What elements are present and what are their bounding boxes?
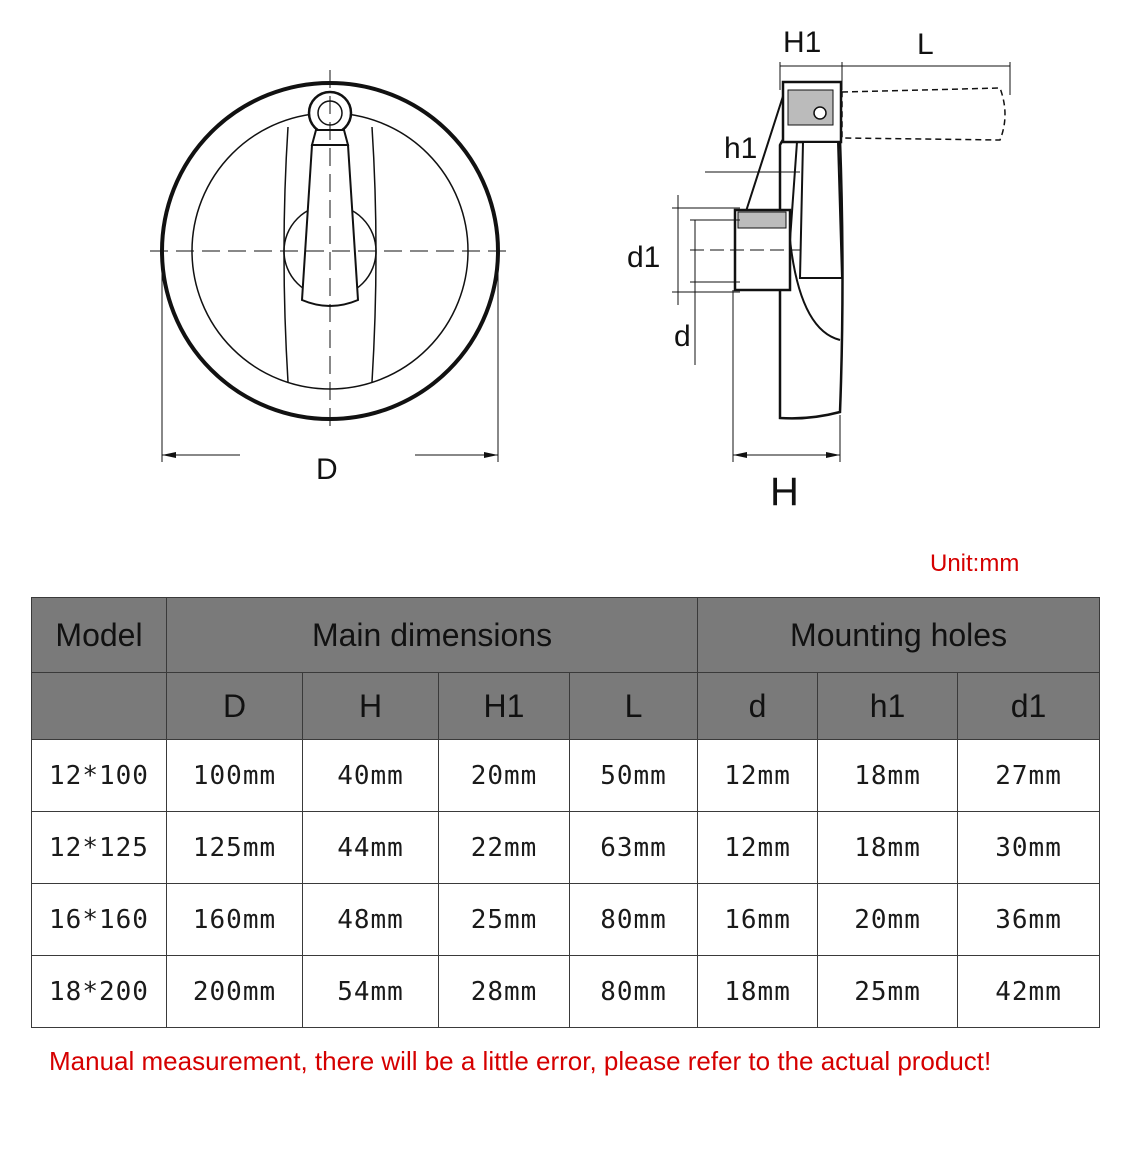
cell-d1: 30mm <box>958 812 1100 884</box>
header-D: D <box>167 673 303 740</box>
cell-d: 12mm <box>698 740 818 812</box>
table-row <box>32 956 1100 1028</box>
cell-D: 125mm <box>167 812 303 884</box>
front-view-handwheel <box>150 70 512 462</box>
cell-h1: 18mm <box>818 812 958 884</box>
cell-h1: 18mm <box>818 740 958 812</box>
header-main-dimensions: Main dimensions <box>167 598 698 673</box>
header-L: L <box>570 673 698 740</box>
cell-h1: 20mm <box>818 884 958 956</box>
header-d: d <box>698 673 818 740</box>
cell-d: 16mm <box>698 884 818 956</box>
cell-H1: 28mm <box>439 956 570 1028</box>
cell-model: 18*200 <box>32 956 167 1028</box>
cell-model: 12*100 <box>32 740 167 812</box>
cell-H1: 20mm <box>439 740 570 812</box>
unit-label: Unit:mm <box>930 550 1020 577</box>
header-model: Model <box>32 598 167 673</box>
cell-D: 200mm <box>167 956 303 1028</box>
cell-d: 18mm <box>698 956 818 1028</box>
cell-D: 160mm <box>167 884 303 956</box>
cell-d1: 42mm <box>958 956 1100 1028</box>
cell-H1: 25mm <box>439 884 570 956</box>
cell-d: 12mm <box>698 812 818 884</box>
label-H1: H1 <box>783 26 822 59</box>
table-row <box>32 812 1100 884</box>
folding-handle-dashed <box>842 88 1005 140</box>
cell-H: 54mm <box>303 956 439 1028</box>
header-row-top <box>32 598 1100 673</box>
header-model-empty <box>32 673 167 740</box>
cell-L: 80mm <box>570 956 698 1028</box>
disclaimer-note: Manual measurement, there will be a little error, please refer to the actual product! <box>49 1046 992 1076</box>
table-row <box>32 740 1100 812</box>
cell-model: 12*125 <box>32 812 167 884</box>
cell-H: 48mm <box>303 884 439 956</box>
header-H1: H1 <box>439 673 570 740</box>
header-d1: d1 <box>958 673 1100 740</box>
cell-h1: 25mm <box>818 956 958 1028</box>
label-d: d <box>674 320 691 353</box>
side-view-handwheel <box>672 62 1010 462</box>
header-row-sub <box>32 673 1100 740</box>
cell-H1: 22mm <box>439 812 570 884</box>
cell-L: 63mm <box>570 812 698 884</box>
header-h1: h1 <box>818 673 958 740</box>
table-row <box>32 884 1100 956</box>
label-L: L <box>917 28 934 61</box>
cell-L: 80mm <box>570 884 698 956</box>
side-handle <box>800 142 842 278</box>
cell-d1: 36mm <box>958 884 1100 956</box>
header-mounting-holes: Mounting holes <box>698 598 1100 673</box>
label-H: H <box>770 470 799 514</box>
technical-drawing <box>0 0 1134 540</box>
header-H: H <box>303 673 439 740</box>
cell-model: 16*160 <box>32 884 167 956</box>
label-d1: d1 <box>627 241 661 274</box>
cell-L: 50mm <box>570 740 698 812</box>
label-h1: h1 <box>724 132 758 165</box>
label-D: D <box>316 453 338 486</box>
cell-H: 40mm <box>303 740 439 812</box>
spec-table <box>31 597 1100 1028</box>
cell-d1: 27mm <box>958 740 1100 812</box>
cell-H: 44mm <box>303 812 439 884</box>
cell-D: 100mm <box>167 740 303 812</box>
